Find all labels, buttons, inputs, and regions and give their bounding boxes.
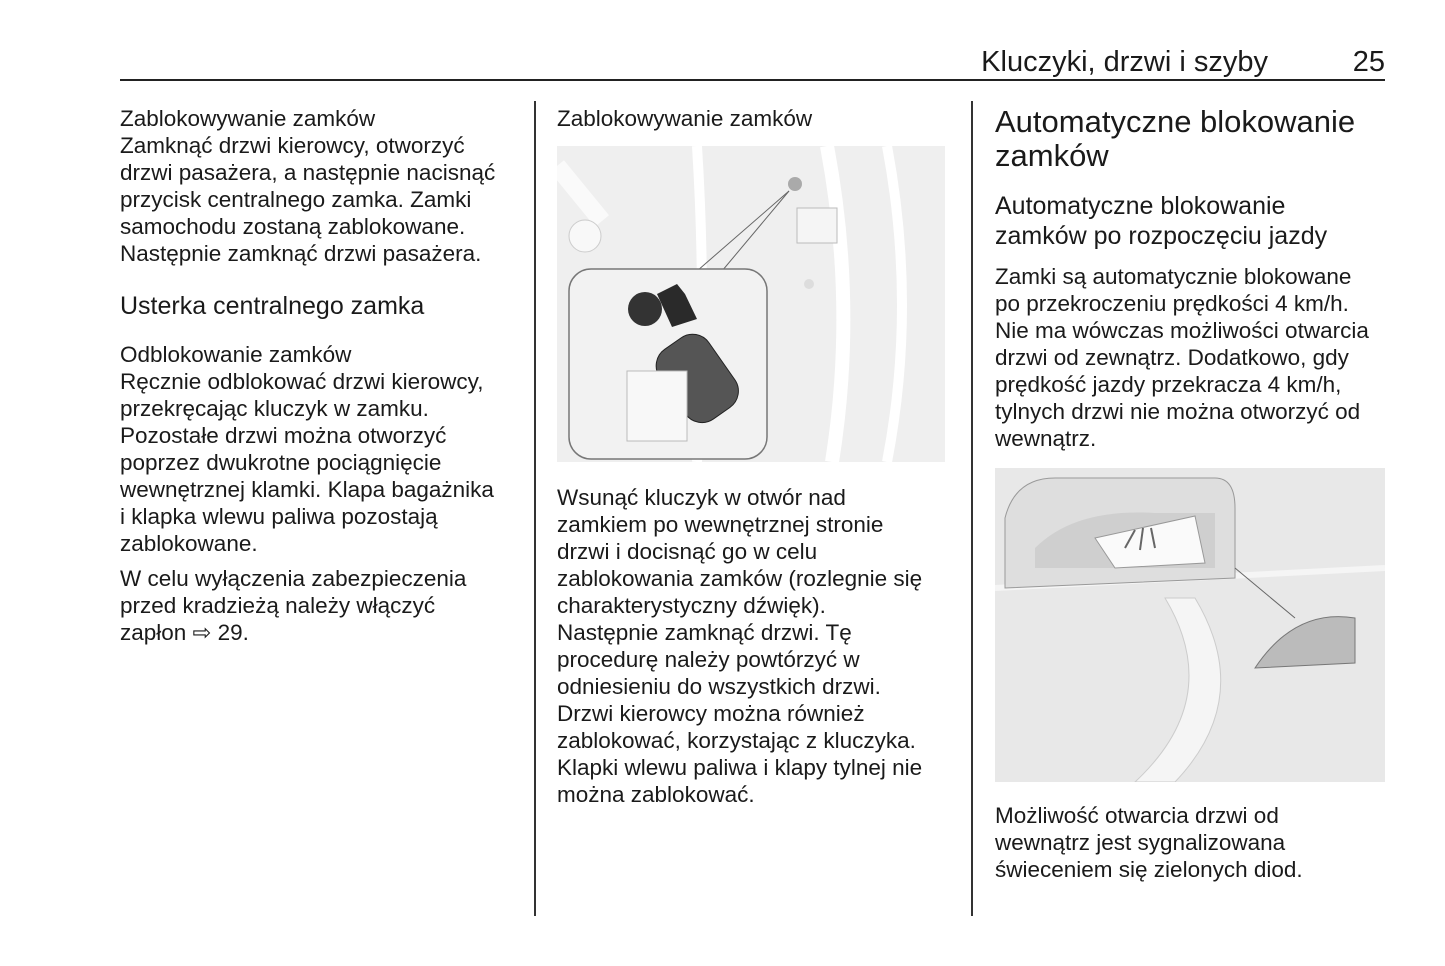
paragraph (557, 484, 957, 808)
text-line: zablokować, korzystając z kluczyka. (557, 728, 916, 753)
text-line: charakterystyczny dźwięk). (557, 593, 826, 618)
section-heading: Usterka centralnego zamka (120, 292, 425, 320)
text-line: świeceniem się zielonych diod. (995, 857, 1303, 882)
text-line: W celu wyłączenia zabezpieczenia (120, 566, 467, 591)
text-line: Drzwi kierowcy można również (557, 701, 865, 726)
paragraph (120, 132, 530, 267)
paragraph (995, 802, 1395, 883)
text-line: zablokowania zamków (rozlegnie się (557, 566, 923, 591)
section-title (995, 105, 1395, 173)
text-line: drzwi i docisnąć go w celu (557, 539, 818, 564)
text-line: przekręcając kluczyk w zamku. (120, 396, 429, 421)
column-3 (995, 105, 1395, 891)
text-line: przed kradzieżą należy włączyć (120, 593, 436, 618)
text-line: zablokowane. (120, 531, 258, 556)
text-line: wewnątrz. (995, 426, 1097, 451)
text-line: poprzez dwukrotne pociągnięcie (120, 450, 442, 475)
text-line: zamkiem po wewnętrznej stronie (557, 512, 884, 537)
text-line: drzwi pasażera, a następnie nacisnąć (120, 160, 496, 185)
text-line: Zamki są automatycznie blokowane (995, 264, 1352, 289)
text-line: przycisk centralnego zamka. Zamki (120, 187, 472, 212)
column-divider (534, 101, 536, 916)
subheading: Odblokowanie zamków (120, 342, 352, 367)
text-line: procedurę należy powtórzyć w (557, 647, 860, 672)
figure-caption-title: Zablokowywanie zamków (557, 106, 813, 131)
text-line: po przekroczeniu prędkości 4 km/h. (995, 291, 1349, 316)
text-line: Pozostałe drzwi można otworzyć (120, 423, 447, 448)
column-divider (971, 101, 973, 916)
text-line: tylnych drzwi nie można otworzyć od (995, 399, 1361, 424)
text-line: wewnątrz jest sygnalizowana (995, 830, 1286, 855)
header-rule (120, 79, 1385, 81)
text-line: Ręcznie odblokować drzwi kierowcy, (120, 369, 484, 394)
page-number: 25 (1352, 46, 1385, 78)
text-line: prędkość jazdy przekracza 4 km/h, (995, 372, 1342, 397)
text-line: można zablokować. (557, 782, 755, 807)
text-line: Zamknąć drzwi kierowcy, otworzyć (120, 133, 465, 158)
section-heading (995, 191, 1395, 251)
door-handle-led-illustration (995, 468, 1385, 782)
text-line: Automatyczne blokowanie (995, 104, 1356, 139)
column-2 (557, 105, 957, 816)
subheading: Zablokowywanie zamków (120, 106, 376, 131)
column-1 (120, 105, 530, 654)
key-in-door-lock-illustration (557, 146, 945, 462)
text-line: Automatyczne blokowanie (995, 192, 1286, 220)
text-line: zamków (995, 138, 1109, 173)
text-line: odniesieniu do wszystkich drzwi. (557, 674, 881, 699)
text-line: samochodu zostaną zablokowane. (120, 214, 466, 239)
text-line: Następnie zamknąć drzwi. Tę (557, 620, 852, 645)
text-line: zamków po rozpoczęciu jazdy (995, 222, 1328, 250)
text-line: Wsunąć kluczyk w otwór nad (557, 485, 846, 510)
text-line: Klapki wlewu paliwa i klapy tylnej nie (557, 755, 923, 780)
text-line: Nie ma wówczas możliwości otwarcia (995, 318, 1369, 343)
chapter-title: Kluczyki, drzwi i szyby (981, 46, 1268, 78)
text-line: wewnętrznej klamki. Klapa bagażnika (120, 477, 494, 502)
paragraph (995, 263, 1395, 452)
text-line: Następnie zamknąć drzwi pasażera. (120, 241, 482, 266)
text-line: Możliwość otwarcia drzwi od (995, 803, 1279, 828)
text-line: zapłon ⇨ 29. (120, 620, 249, 645)
paragraph (120, 368, 530, 557)
paragraph (120, 565, 530, 646)
text-line: i klapka wlewu paliwa pozostają (120, 504, 438, 529)
text-line: drzwi od zewnątrz. Dodatkowo, gdy (995, 345, 1349, 370)
